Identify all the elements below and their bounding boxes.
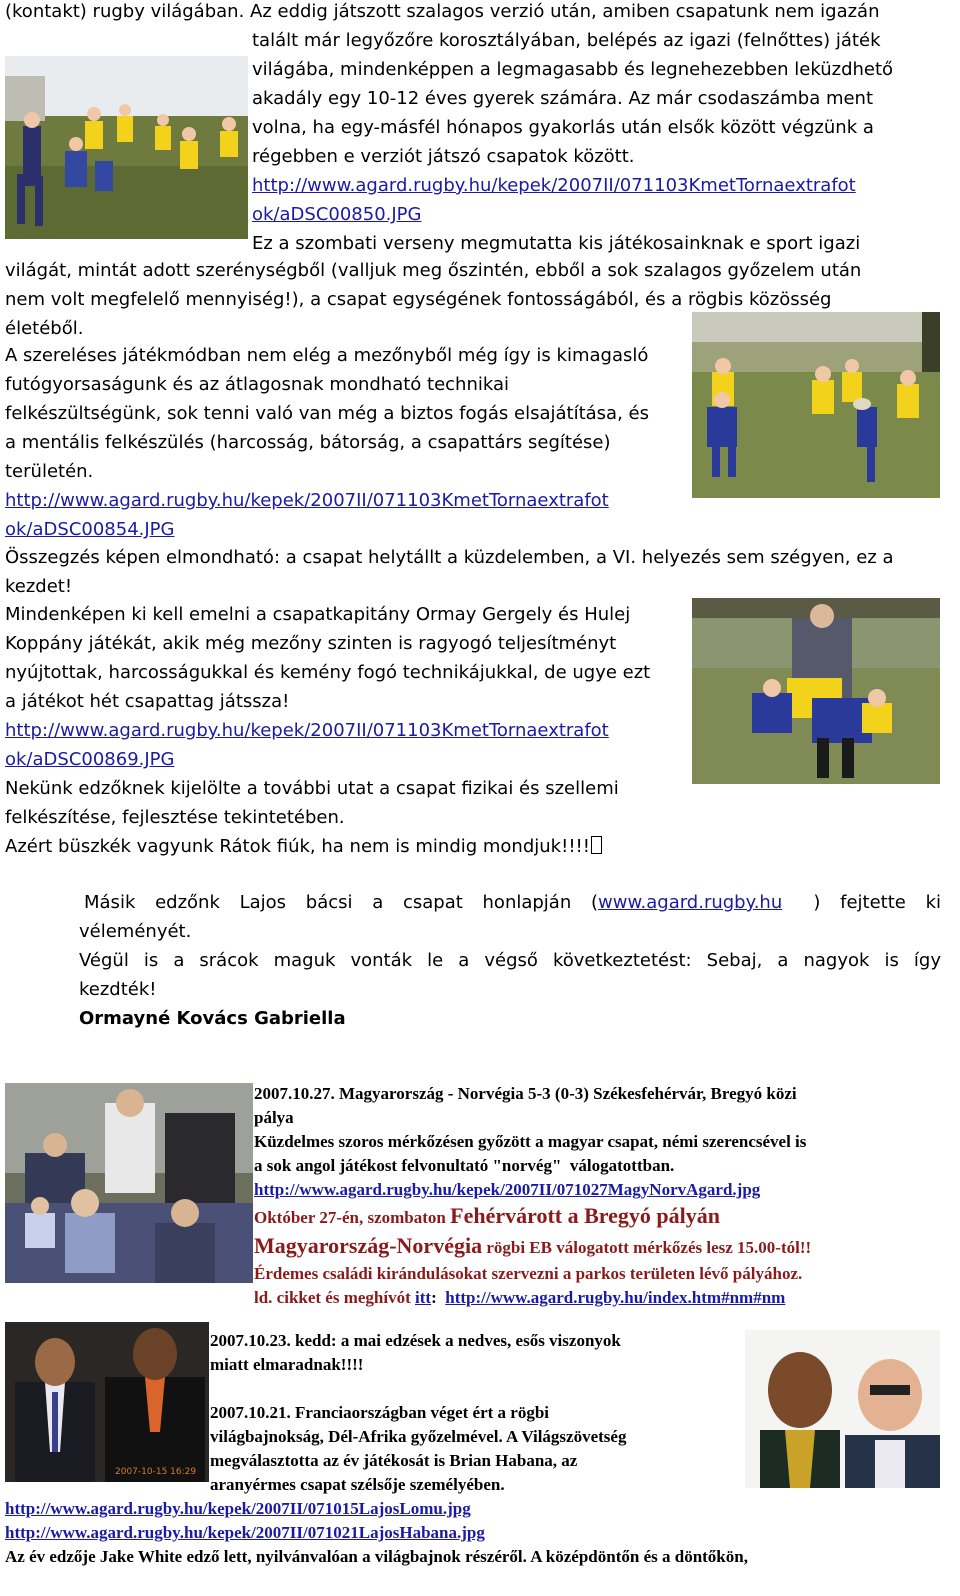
section1-first-line: (kontakt) rugby világában. Az eddig játszott szalagos verzió után, amiben csapatunk nem igazán	[5, 1, 880, 22]
photo-rugby-tackle	[692, 598, 940, 784]
text-line: kezdet!	[5, 576, 73, 597]
text-fragment: Magyarország-Norvégia	[254, 1233, 483, 1258]
text-line: felkészültségünk, sok tenni való van még a biztos fogás elsajátítása, és	[5, 403, 649, 424]
text-line: kezdték!	[79, 979, 157, 1000]
photo-date-stamp: 2007-10-15 16:29	[115, 1467, 197, 1477]
closing-sentence: Azért büszkék vagyunk Rátok fiúk, ha nem is mindig mondjuk!!!!	[5, 836, 590, 857]
text-line: régebben e verziót játszó csapatok között.	[252, 146, 635, 167]
text-line: Végül is a srácok maguk vonták le a végső következtetést: Sebaj, a nagyok is így	[79, 950, 941, 971]
invitation-link[interactable]: http://www.agard.rugby.hu/index.htm#nm#nm	[445, 1288, 786, 1307]
text-line: Mindenképen ki kell emelni a csapatkapitány Ormay Gergely és Hulej	[5, 604, 631, 625]
text-fragment: ) fejtette ki	[813, 892, 941, 913]
text-fragment: rögbi EB válogatott mérkőzés lesz 15.00-tól!!	[482, 1238, 812, 1257]
news-text: Az év edzője Jake White edző lett, nyilvánvalóan a világbajnok részéről. A középdöntőn és a döntőkön,	[5, 1547, 748, 1566]
website-link[interactable]: www.agard.rugby.hu	[598, 892, 783, 913]
announcement-line	[254, 1202, 954, 1232]
news-text: megválasztotta az év játékosát is Brian Habana, az	[210, 1451, 578, 1470]
text-line: Koppány játékát, akik még mezőny szinten is ragyogó teljesítményt	[5, 633, 617, 654]
text-line: volna, ha egy-másfél hónapos gyakorlás után elsők között végzünk a	[252, 117, 874, 138]
text-line: véleményét.	[79, 921, 192, 942]
text-line: világát, mintát adott szerénységből (valljuk meg őszintén, ebből a sok szalagos győzelem után	[5, 260, 862, 281]
text-line: talált már legyőzőre korosztályában, belépés az igazi (felnőttes) játék	[252, 30, 881, 51]
news-text: aranyérmes csapat szélsője személyében.	[210, 1475, 505, 1494]
text-line	[79, 888, 941, 917]
text-fragment: ld. cikket és meghívót	[254, 1288, 416, 1307]
photo-link-1-continued[interactable]: ok/aDSC00850.JPG	[252, 204, 422, 225]
text-line: a játékot hét csapattag játssza!	[5, 691, 290, 712]
text-line: világába, mindenképpen a legmagasabb és legnehezebben leküzdhető	[252, 59, 894, 80]
photo-link-2[interactable]: http://www.agard.rugby.hu/kepek/2007II/071103KmetTornaextrafot	[5, 490, 609, 511]
text-line	[5, 832, 690, 861]
text-line: Nekünk edzőknek kijelölte a további utat a csapat fizikai és szellemi	[5, 778, 619, 799]
text-line: nyújtottak, harcosságukkal és kemény fogó technikájukkal, de ugye ezt	[5, 662, 651, 683]
text-line: Ez a szombati verseny megmutatta kis játékosainknak e sport igazi	[252, 233, 861, 254]
announcement-line: Érdemes családi kirándulásokat szervezni a parkos területen lévő pályához.	[254, 1264, 803, 1283]
news-title-continued: pálya	[254, 1108, 294, 1127]
announcement-line	[254, 1232, 954, 1262]
news-text: világbajnokság, Dél-Afrika győzelmével. A Világszövetség	[210, 1427, 627, 1446]
news-title: 2007.10.27. Magyarország - Norvégia 5-3 (0-3) Székesfehérvár, Bregyó közi	[254, 1084, 797, 1103]
text-fragment: Fehérvárott a Bregyó pályán	[450, 1203, 721, 1228]
news-body: a sok angol játékost felvonultató "norvég" válogatottban.	[254, 1156, 675, 1175]
photo-link-3[interactable]: http://www.agard.rugby.hu/kepek/2007II/071103KmetTornaextrafot	[5, 720, 609, 741]
text-fragment: :	[431, 1288, 446, 1307]
news-text: 2007.10.21. Franciaországban véget ért a rögbi	[210, 1403, 549, 1422]
photo-spectators	[5, 1083, 253, 1283]
text-line: nem volt megfelelő mennyiség!), a csapat egységének fontosságából, és a rögbis közösség	[5, 289, 832, 310]
photo-habana	[745, 1330, 940, 1488]
text-line: A szereléses játékmódban nem elég a mezőnyből még így is kimagasló	[5, 345, 649, 366]
lomu-photo-link[interactable]: http://www.agard.rugby.hu/kepek/2007II/071015LajosLomu.jpg	[5, 1499, 471, 1518]
photo-rugby-kids-2	[692, 312, 940, 498]
author-name: Ormayné Kovács Gabriella	[79, 1008, 346, 1029]
photo-two-men	[5, 1322, 209, 1482]
photo-link-1[interactable]: http://www.agard.rugby.hu/kepek/2007II/071103KmetTornaextrafot	[252, 175, 856, 196]
text-fragment: Október 27-én, szombaton	[254, 1208, 451, 1227]
photo-rugby-kids-1	[5, 56, 248, 239]
text-line: területén.	[5, 461, 94, 482]
habana-photo-link[interactable]: http://www.agard.rugby.hu/kepek/2007II/071021LajosHabana.jpg	[5, 1523, 485, 1542]
news-photo-link[interactable]: http://www.agard.rugby.hu/kepek/2007II/071027MagyNorvAgard.jpg	[254, 1180, 761, 1199]
text-fragment: Másik edzőnk Lajos bácsi a csapat honlapján (	[84, 892, 598, 913]
news-title: miatt elmaradnak!!!!	[210, 1355, 364, 1374]
text-line: a mentális felkészülés (harcosság, bátorság, a csapattárs segítése)	[5, 432, 611, 453]
text-line: Összegzés képen elmondható: a csapat helytállt a küzdelemben, a VI. helyezés sem szégyen, ez a	[5, 547, 894, 568]
text-line: futógyorsaságunk és az átlagosnak mondható technikai	[5, 374, 509, 395]
text-line: életéből.	[5, 318, 84, 339]
announcement-line	[254, 1286, 954, 1310]
news-title: 2007.10.23. kedd: a mai edzések a nedves, esős viszonyok	[210, 1331, 621, 1350]
news-body: Küzdelmes szoros mérkőzésen győzött a magyar csapat, némi szerencsével is	[254, 1132, 807, 1151]
photo-link-2-continued[interactable]: ok/aDSC00854.JPG	[5, 519, 175, 540]
text-line: akadály egy 10-12 éves gyerek számára. Az már csodaszámba ment	[252, 88, 874, 109]
itt-link[interactable]: itt	[415, 1288, 432, 1307]
photo-link-3-continued[interactable]: ok/aDSC00869.JPG	[5, 749, 175, 770]
missing-glyph-icon	[591, 836, 602, 854]
text-line: felkészítése, fejlesztése tekintetében.	[5, 807, 345, 828]
